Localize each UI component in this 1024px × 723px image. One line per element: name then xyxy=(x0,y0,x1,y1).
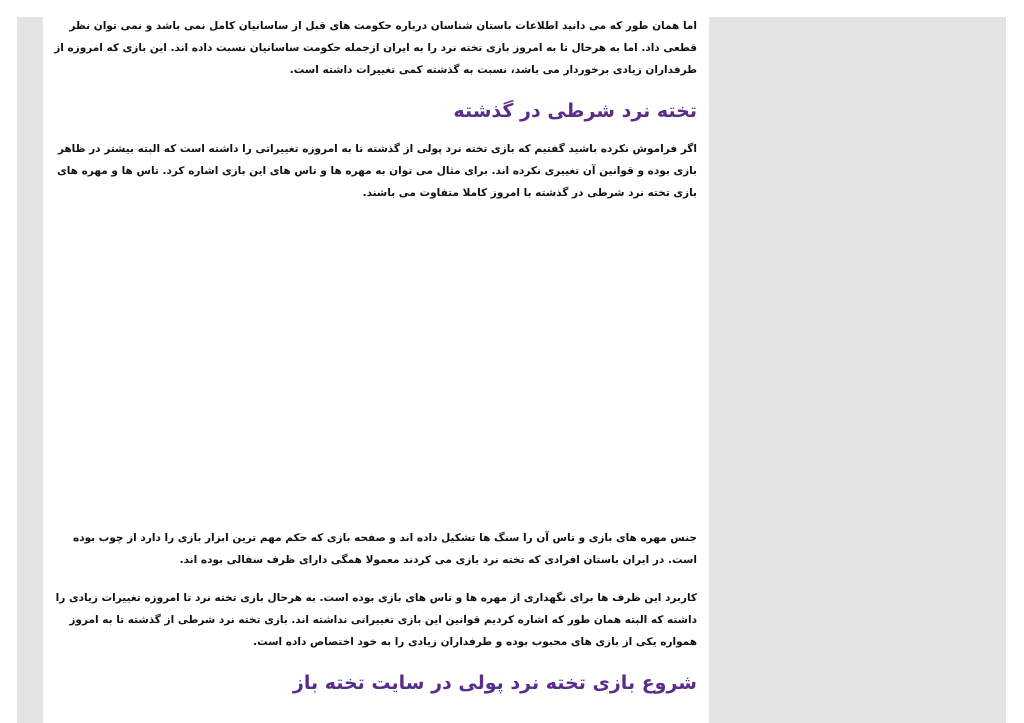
sidebar xyxy=(709,17,1006,723)
usage-paragraph: کاربرد این ظرف ها برای نگهداری از مهره ها و تاس های بازی بوده است. به هرحال بازی تخته نرد تا امروزه تغییرات زیادی را داشته که البته همان طور که اشاره کردیم قوانین این بازی تغییراتی نداشته اند. بازی تخته نرد شرطی از گذشته تا به امروز همواره یکی از بازی های محبوب بوده و طرفداران زیادی را به خود اختصاص داده است. xyxy=(55,592,697,648)
article-content xyxy=(45,0,697,723)
heading-past: تخته نرد شرطی در گذشته xyxy=(453,100,697,122)
heading-start: شروع بازی تخته نرد پولی در سایت تخته باز xyxy=(292,672,697,694)
left-gutter xyxy=(17,17,43,723)
intro-paragraph: اما همان طور که می دانید اطلاعات باستان شناسان درباره حکومت های قبل از ساسانیان کامل نمی باشد و نمی توان نظر قطعی داد. اما به هرحال تا به امروز بازی تخته نرد را به ایران ازجمله حکومت ساسانیان نسبت داده اند. این بازی که امروزه از طرفداران زیادی برخوردار می باشد، نسبت به گذشته کمی تغییرات داشته است. xyxy=(54,20,697,76)
material-paragraph: جنس مهره های بازی و تاس آن را سنگ ها تشکیل داده اند و صفحه بازی که حکم مهم ترین ابزار بازی را دارد از چوب بوده است. در ایران باستان افرادی که تخته نرد بازی می کردند معمولا همگی دارای ظرف سفالی بوده اند. xyxy=(73,532,697,566)
ad-slot xyxy=(45,215,697,515)
past-paragraph: اگر فراموش نکرده باشید گفتیم که بازی تخته نرد پولی از گذشته تا به امروزه تغییراتی را داشته است که البته بیشتر در ظاهر بازی بوده و قوانین آن تغییری نکرده اند. برای مثال می توان به مهره ها و تاس های این بازی اشاره کرد. تاس ها و مهره های بازی تخته نرد شرطی در گذشته با امروز کاملا متفاوت می باشند. xyxy=(57,143,697,199)
